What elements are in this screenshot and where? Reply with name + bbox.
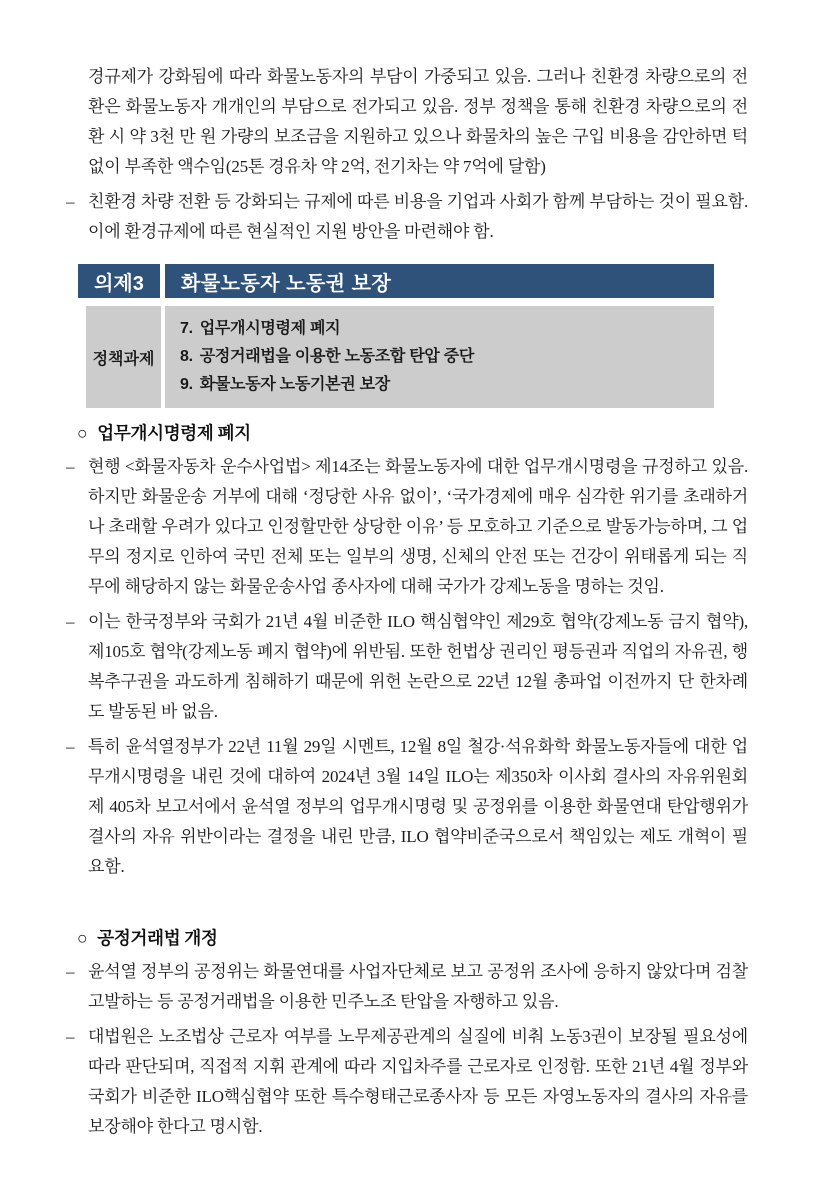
paragraph-text: 윤석열 정부의 공정위는 화물연대를 사업자단체로 보고 공정위 조사에 응하지 않았다며 검찰 고발하는 등 공정거래법을 이용한 민주노조 탄압을 자행하고 있음. [88,962,748,1011]
agenda-table [78,264,714,408]
section-heading [77,421,748,445]
paragraph-text: 이는 한국정부와 국회가 21년 4월 비준한 ILO 핵심협약인 제29호 협약(강제노동 금지 협약), 제105호 협약(강제노동 폐지 협약)에 위반됨. 또한 헌법상 권리인 평등권과 직업의 자유권, 행복추구권을 과도하게 침해하기 때문에 위헌 논란으로 22년 12월 총파업 이전까지 단 한차례도 발동된 바 없음. [88,612,748,721]
agenda-tasks-row [78,306,714,408]
task-number: 8. [180,348,193,365]
section-paragraph [66,1022,748,1142]
dash-marker: – [66,612,75,631]
dash-marker: – [66,457,75,476]
intro-paragraph-dash [66,187,748,247]
agenda-title: 화물노동자 노동권 보장 [165,264,714,298]
section-heading-text: 공정거래법 개정 [97,928,218,948]
paragraph-text: 현행 <화물자동차 운수사업법> 제14조는 화물노동자에 대한 업무개시명령을 규정하고 있음. 하지만 화물운송 거부에 대해 ‘정당한 사유 없이’, ‘국가경제에 매우 심각한 위기를 초래하거나 초래할 우려가 있다고 인정할만한 상당한 이유’ 등 모호하고 기준으로 발동가능하며, 그 업무의 정지로 인하여 국민 전체 또는 일부의 생명, 신체의 안전 또는 건강이 위태롭게 되는 직무에 해당하지 않는 화물운송사업 종사자에 대해 국가가 강제노동을 명하는 것임. [88,457,748,596]
dash-marker: – [66,192,75,211]
circle-bullet: ○ [77,423,88,443]
agenda-header-row [78,264,714,298]
task-item [180,315,704,343]
circle-bullet: ○ [77,928,88,948]
agenda-number-label: 의제3 [78,264,160,298]
task-label: 업무개시명령제 폐지 [199,320,341,337]
task-item [180,343,704,371]
section-paragraph [66,452,748,602]
paragraph-text: 친환경 차량 전환 등 강화되는 규제에 따른 비용을 기업과 사회가 함께 부담하는 것이 필요함. 이에 환경규제에 따른 현실적인 지원 방안을 마련해야 함. [88,192,748,241]
task-item [180,371,704,399]
paragraph-text: 특히 윤석열정부가 22년 11월 29일 시멘트, 12월 8일 철강·석유화학 화물노동자들에 대한 업무개시명령을 내린 것에 대하여 2024년 3월 14일 ILO는 제350차 이사회 결사의 자유위원회 제 405차 보고서에서 윤석열 정부의 업무개시명령 및 공정위를 이용한 화물연대 탄압행위가 결사의 자유 위반이라는 결정을 내린 만큼, ILO 협약비준국으로서 책임있는 제도 개혁이 필요함. [88,737,748,876]
paragraph-text: 대법원은 노조법상 근로자 여부를 노무제공관계의 실질에 비춰 노동3권이 보장될 필요성에 따라 판단되며, 직접적 지휘 관계에 따라 지입차주를 근로자로 인정함. 또한 21년 4월 정부와 국회가 비준한 ILO핵심협약 또한 특수형태근로종사자 등 모든 자영노동자의 결사의 자유를 보장해야 한다고 명시함. [88,1027,748,1136]
task-number: 9. [180,376,193,393]
section-work-start-order [66,421,748,882]
section-paragraph [66,957,748,1017]
paragraph-text: 경규제가 강화됨에 따라 화물노동자의 부담이 가중되고 있음. 그러나 친환경 차량으로의 전환은 화물노동자 개개인의 부담으로 전가되고 있음. 정부 정책을 통해 친환경 차량으로의 전환 시 약 3천 만 원 가량의 보조금을 지원하고 있으나 화물차의 높은 구입 비용을 감안하면 턱없이 부족한 액수임(25톤 경유차 약 2억, 전기차는 약 7억에 달함) [88,67,748,176]
dash-marker: – [66,737,75,756]
section-paragraph [66,732,748,882]
task-label: 화물노동자 노동기본권 보장 [199,376,390,393]
tasks-list-cell [165,306,714,408]
section-heading-text: 업무개시명령제 폐지 [97,423,251,443]
intro-paragraph-continuation [66,62,748,182]
task-label: 공정거래법을 이용한 노동조합 탄압 중단 [199,348,474,365]
section-fair-trade-act [66,926,748,1142]
dash-marker: – [66,962,75,981]
dash-marker: – [66,1027,75,1046]
section-heading [77,926,748,950]
task-number: 7. [180,320,193,337]
section-paragraph [66,607,748,727]
tasks-header-cell: 정책과제 [86,306,161,408]
